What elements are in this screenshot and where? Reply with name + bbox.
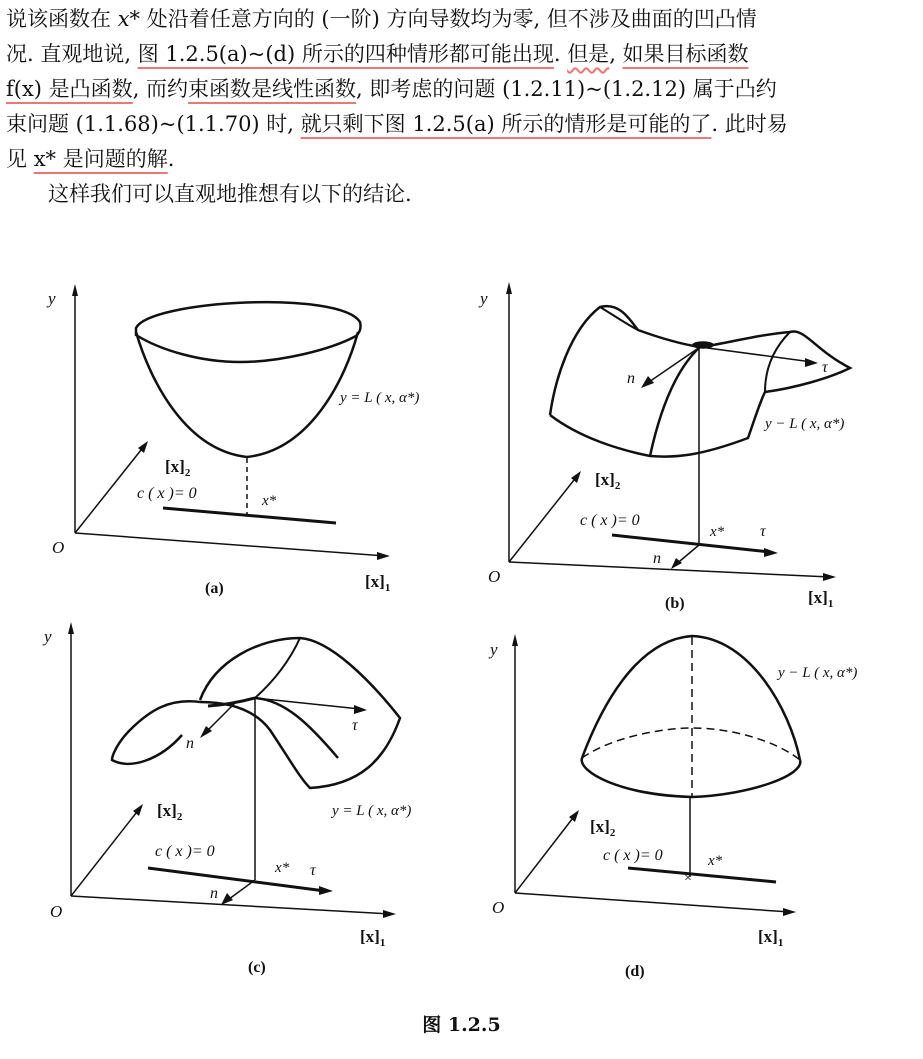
x-star-label: x* [275, 860, 290, 876]
figure-c-drawing [0, 610, 460, 990]
constraint-label: c ( x )= 0 [580, 512, 640, 529]
underlined-annotation: 就只剩下图 1.2.5(a) 所示的情形是可能的了 [300, 112, 712, 136]
underlined-annotation: 图 1.2.5(a)~(d) 所示的四种情形都可能出现 [137, 42, 554, 66]
x1-axis-label: $[x]_1$ [365, 572, 391, 594]
y-axis-label: y [490, 640, 498, 659]
panel-caption: (a) [205, 580, 224, 597]
figure-b-drawing [460, 270, 923, 620]
x1-axis-label: $[x]_1$ [360, 927, 386, 949]
wavy-annotation: 但是 [567, 42, 610, 66]
figure-c [0, 610, 460, 990]
panel-caption: (b) [665, 595, 685, 612]
math-x-star: x* [117, 7, 141, 31]
text-line-3 [6, 72, 918, 107]
tau-label-base: τ [760, 523, 766, 540]
n-label-base: n [210, 885, 218, 902]
body-paragraph [6, 2, 918, 212]
figure-d-drawing [460, 610, 923, 990]
text-segment: , 而约 [132, 77, 189, 101]
x2-axis-label: $[x]_2$ [590, 817, 616, 839]
n-label-surface: n [627, 370, 635, 387]
text-line-2 [6, 37, 918, 72]
x2-axis-label: $[x]_2$ [157, 801, 183, 823]
figure-d [460, 610, 923, 990]
text-segment: . [553, 42, 568, 66]
text-segment: . 此时易 [711, 112, 788, 136]
constraint-label: c ( x )= 0 [603, 847, 663, 864]
surface-label: y − L ( x, α*) [778, 665, 858, 681]
x-star-label: x* [262, 493, 277, 509]
constraint-label: c ( x )= 0 [155, 843, 215, 860]
figure-a-drawing [0, 270, 460, 610]
constraint-label: c ( x )= 0 [137, 485, 197, 502]
conclusion-line: 这样我们可以直观地推想有以下的结论. [48, 182, 412, 206]
text-segment: 处沿着任意方向的 (一阶) 方向导数均为零, 但不涉及曲面的凹凸情 [140, 7, 757, 31]
text-segment: . [167, 147, 175, 171]
origin-label: O [492, 898, 505, 917]
n-label-base: n [653, 550, 661, 567]
panel-caption: (c) [248, 959, 266, 976]
surface-label: y = L ( x, α*) [340, 390, 420, 406]
y-axis-label: y [48, 289, 56, 308]
x1-axis-label: $[x]_1$ [758, 927, 784, 949]
surface-label: y = L ( x, α*) [332, 803, 412, 819]
y-axis-label: y [480, 289, 488, 308]
tau-label-surface: τ [352, 717, 358, 734]
n-label-surface: n [186, 735, 194, 752]
underlined-annotation: x* 是问题的解 [33, 147, 168, 171]
underlined-annotation: 束函数是线性函数 [188, 77, 357, 101]
underlined-annotation: 如果目标函数 [622, 42, 749, 66]
figure-b [460, 270, 923, 620]
origin-label: O [488, 567, 501, 586]
x2-axis-label: $[x]_2$ [165, 457, 191, 479]
text-line-1 [6, 2, 918, 37]
tau-label-surface: τ [822, 359, 828, 376]
text-segment: 束问题 (1.1.68)~(1.1.70) 时, [6, 112, 301, 136]
origin-label: O [52, 538, 65, 557]
text-segment: 说该函数在 [6, 7, 118, 31]
x2-axis-label: $[x]_2$ [595, 470, 621, 492]
svg-text:×: × [684, 871, 692, 886]
text-segment: , 即考虑的问题 (1.2.11)~(1.2.12) 属于凸约 [356, 77, 777, 101]
panel-caption: (d) [625, 963, 645, 980]
tau-label-base: τ [310, 862, 316, 879]
text-segment: 见 [6, 147, 34, 171]
origin-label: O [50, 902, 63, 921]
text-line-4 [6, 107, 918, 142]
x-star-label: x* [708, 853, 723, 869]
surface-label: y − L ( x, α*) [765, 416, 845, 432]
text-segment: , [609, 42, 623, 66]
underlined-annotation: f(x) 是凸函数 [6, 77, 133, 101]
text-segment: 况. 直观地说, [6, 42, 138, 66]
text-line-5 [6, 142, 918, 177]
figure-a [0, 270, 460, 610]
y-axis-label: y [44, 627, 52, 646]
x-star-label: x* [710, 524, 725, 540]
x1-axis-label: $[x]_1$ [808, 588, 834, 610]
figure-caption: 图 1.2.5 [422, 1014, 501, 1036]
